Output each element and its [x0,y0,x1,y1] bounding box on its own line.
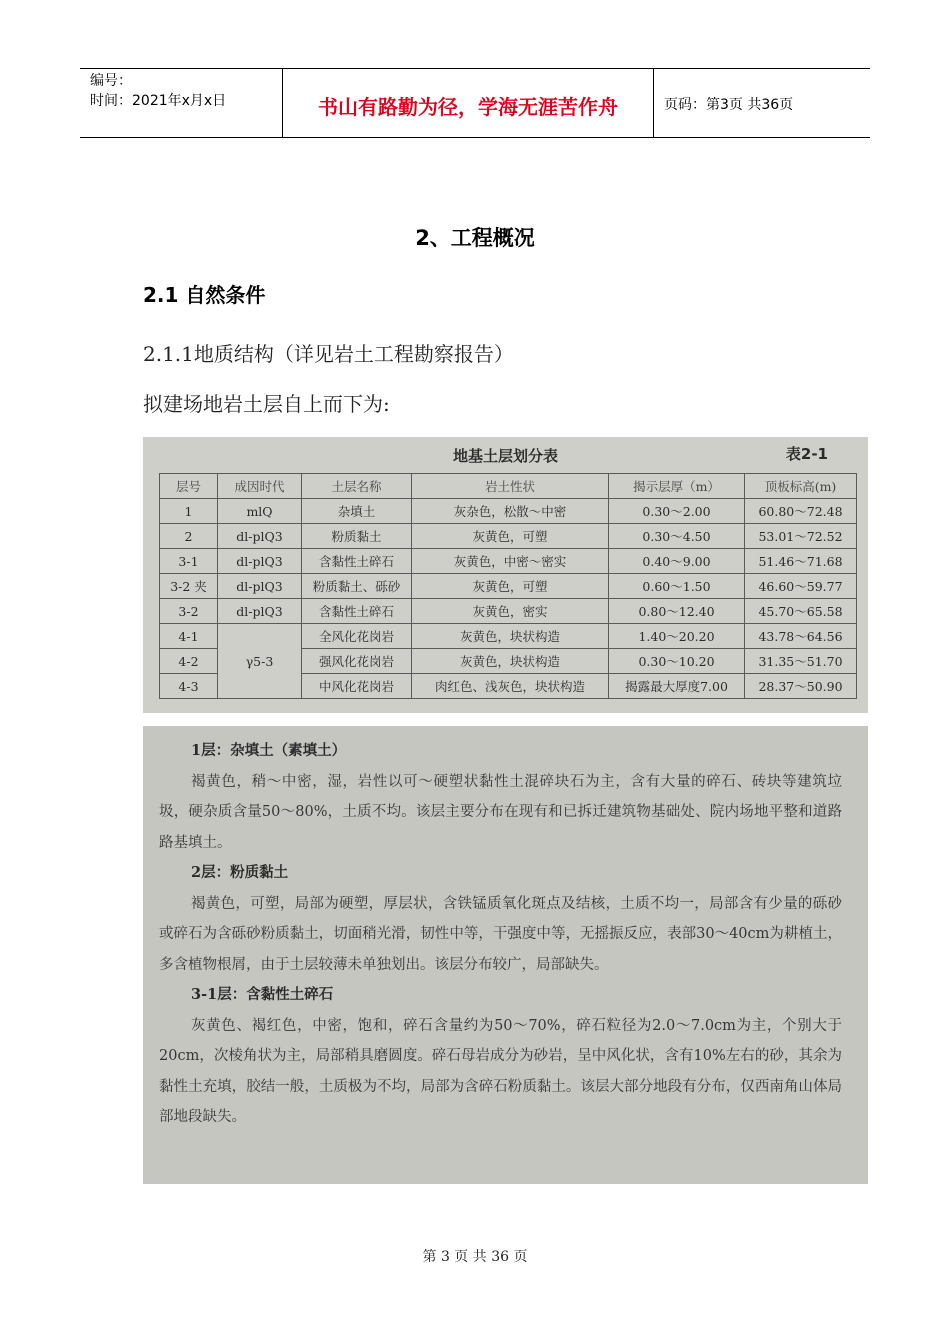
table-cell: 粉质黏土、砾砂 [302,574,412,599]
table-cell: 3-2 夹 [160,574,218,599]
layer-description: 褐黄色，稍～中密，湿，岩性以可～硬塑状黏性土混碎块石为主，含有大量的碎石、砖块等建筑垃圾，硬杂质含量50～80%，土质不均。该层主要分布在现有和已拆迁建筑物基础处、院内场地平整和道路路基填土。 [159,773,842,851]
table-cell: 0.80～12.40 [609,599,745,624]
table-cell: 53.01～72.52 [745,524,857,549]
layer-description: 灰黄色、褐红色，中密，饱和，碎石含量约为50～70%，碎石粒径为2.0～7.0cm为主，个别大于20cm，次棱角状为主，局部稍具磨圆度。碎石母岩成分为砂岩，呈中风化状，含有10%左右的砂，其余为黏性土充填，胶结一般，土质极为不均，局部为含碎石粉质黏土。该层大部分地段有分布，仅西南角山体局部地段缺失。 [159,1017,842,1125]
table-row [160,574,857,599]
table-cell: 灰黄色，可塑 [412,524,609,549]
table-cell: 51.46～71.68 [745,549,857,574]
table-cell: 粉质黏土 [302,524,412,549]
page-header [80,68,870,138]
table-cell: 1 [160,499,218,524]
table-cell: 灰黄色，密实 [412,599,609,624]
table-row [160,524,857,549]
table-cell: 中风化花岗岩 [302,674,412,699]
page-footer: 第 3 页 共 36 页 [422,1249,528,1265]
table-header-cell: 揭示层厚（m） [609,474,745,499]
table-cell: 灰黄色，可塑 [412,574,609,599]
table-cell: 3-2 [160,599,218,624]
table-photo [143,437,868,713]
table-cell: dl-plQ3 [218,549,302,574]
table-cell: 揭露最大厚度7.00 [609,674,745,699]
number-label: 编号： [90,73,132,89]
paragraph-intro: 拟建场地岩土层自上而下为: [143,392,390,416]
table-cell: 0.60～1.50 [609,574,745,599]
layer-title: 2层：粉质黏土 [191,864,289,881]
table-cell: 灰黄色，中密～密实 [412,549,609,574]
table-cell: mlQ [218,499,302,524]
table-cell: 含黏性土碎石 [302,549,412,574]
header-page-info: 页码：第3页 共36页 [664,97,794,113]
table-header-cell: 层号 [160,474,218,499]
table-cell: dl-plQ3 [218,574,302,599]
table-cell: 杂填土 [302,499,412,524]
table-cell: 45.70～65.58 [745,599,857,624]
table-cell: 31.35～51.70 [745,649,857,674]
table-cell: 肉红色、浅灰色，块状构造 [412,674,609,699]
table-cell: 3-1 [160,549,218,574]
table-row [160,599,857,624]
table-cell: 0.30～10.20 [609,649,745,674]
header-motto: 书山有路勤为径，学海无涯苦作舟 [282,69,654,137]
table-cell: 60.80～72.48 [745,499,857,524]
table-cell: 46.60～59.77 [745,574,857,599]
table-cell: 0.30～2.00 [609,499,745,524]
table-row [160,499,857,524]
table-title: 地基土层划分表 [452,447,558,465]
table-cell: 0.40～9.00 [609,549,745,574]
table-header-cell: 岩土性状 [412,474,609,499]
time-label: 时间：2021年x月x日 [90,93,227,109]
soil-layer-table [159,473,857,699]
table-header-cell: 顶板标高(m) [745,474,857,499]
table-cell: 4-1 [160,624,218,649]
table-cell: 强风化花岗岩 [302,649,412,674]
table-cell: 2 [160,524,218,549]
layer-description: 褐黄色，可塑，局部为硬塑，厚层状，含铁锰质氧化斑点及结核，土质不均一，局部含有少量的砾砂或碎石为含砾砂粉质黏土，切面稍光滑，韧性中等，干强度中等，无摇振反应，表部30～40cm为耕植土，多含植物根屑，由于土层较薄未单独划出。该层分布较广，局部缺失。 [159,895,842,973]
table-row [160,549,857,574]
description-photo [143,726,868,1184]
table-header-cell: 成因时代 [218,474,302,499]
subsection-title: 2.1 自然条件 [143,283,266,307]
table-cell: 1.40～20.20 [609,624,745,649]
table-cell: 灰黄色，块状构造 [412,624,609,649]
table-header-row [160,474,857,499]
layer-title: 3-1层：含黏性土碎石 [191,986,334,1003]
table-cell: 4-2 [160,649,218,674]
layer-title: 1层：杂填土（素填土） [191,742,347,759]
table-row [160,624,857,649]
table-cell: 4-3 [160,674,218,699]
table-cell: 灰杂色，松散～中密 [412,499,609,524]
table-cell: γ5-3 [218,624,302,699]
table-cell: 0.30～4.50 [609,524,745,549]
table-cell: 43.78～64.56 [745,624,857,649]
table-cell: 28.37～50.90 [745,674,857,699]
table-cell: 灰黄色，块状构造 [412,649,609,674]
section-title: 2、工程概况 [415,226,535,250]
table-cell: 全风化花岗岩 [302,624,412,649]
table-cell: dl-plQ3 [218,599,302,624]
paragraph-geology: 2.1.1地质结构（详见岩土工程勘察报告） [143,342,514,366]
table-cell: 含黏性土碎石 [302,599,412,624]
table-header-cell: 土层名称 [302,474,412,499]
header-meta [80,69,282,137]
table-cell: dl-plQ3 [218,524,302,549]
table-number: 表2-1 [785,445,828,463]
